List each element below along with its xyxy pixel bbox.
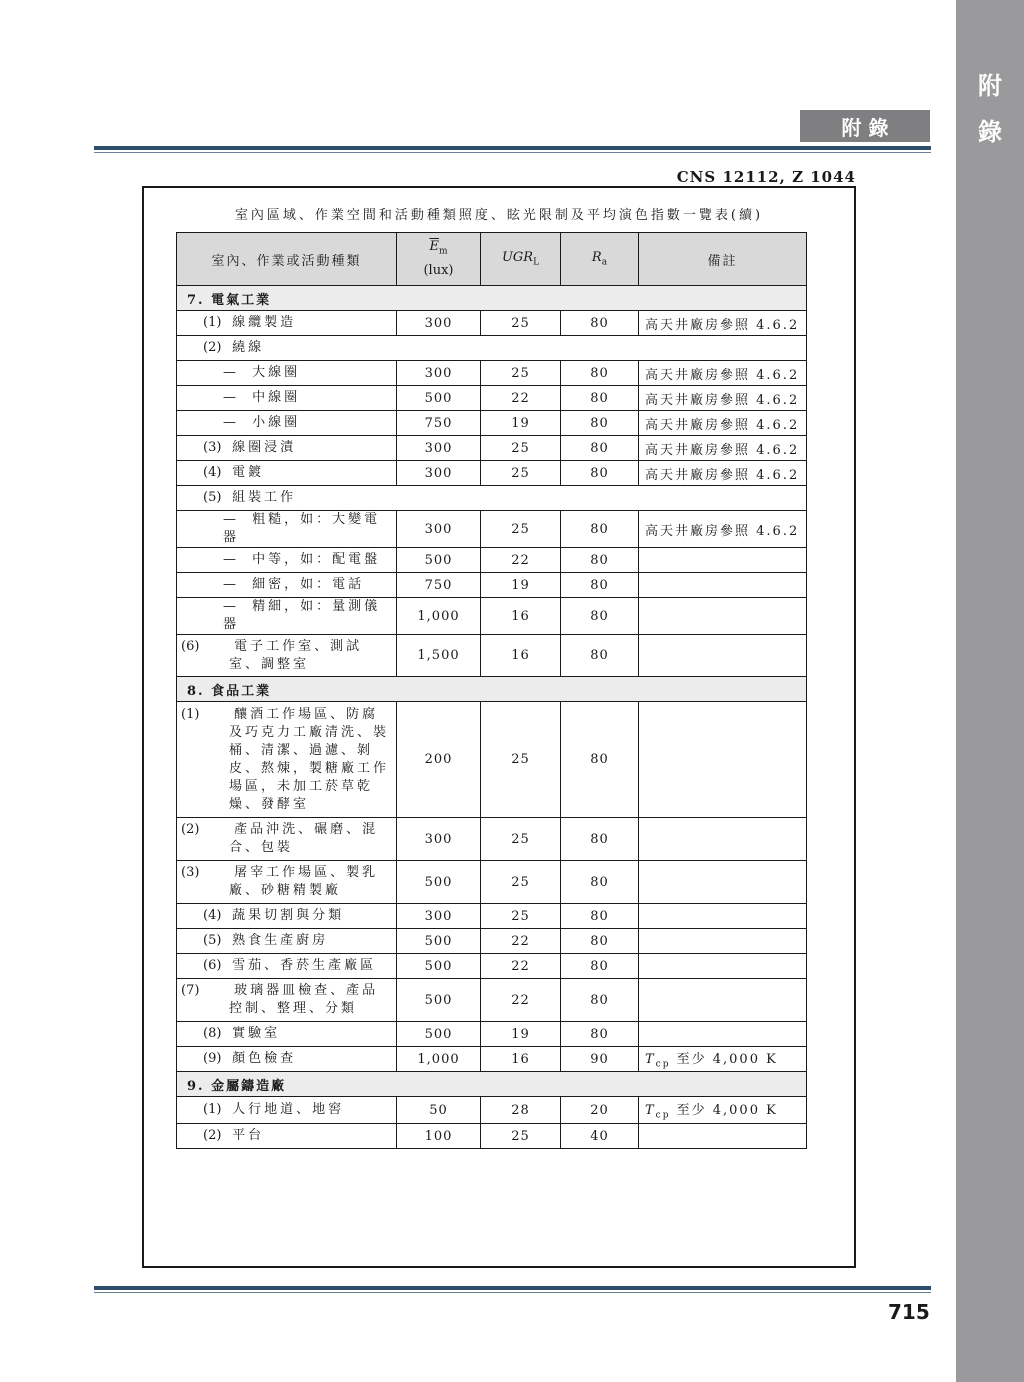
col-ugr: $UGR_L$ <box>481 233 561 286</box>
table-row: (5) 組裝工作 <box>177 486 807 511</box>
table-row: (2) 平台 100 25 40 <box>177 1124 807 1149</box>
side-tab-char-1: 附 <box>978 72 1002 100</box>
table-row: — 中線圈 500 22 80 高天井廠房參照 4.6.2 <box>177 386 807 411</box>
table-row: — 小線圈 750 19 80 高天井廠房參照 4.6.2 <box>177 411 807 436</box>
table-row: (4) 電鍍 300 25 80 高天井廠房參照 4.6.2 <box>177 461 807 486</box>
table-header-row <box>177 233 807 286</box>
table-row: (6) 電子工作室、測試室、調整室 1,500 16 80 <box>177 635 807 677</box>
appendix-header-label: 附 錄 <box>800 110 930 142</box>
table-row: (1) 人行地道、地窖 50 28 20 $T_{cp}$ 至少 4,000 K <box>177 1097 807 1124</box>
col-activity: 室內、作業或活動種類 <box>177 233 397 286</box>
table-row: (1) 釀酒工作場區、防腐及巧克力工廠清洗、裝桶、清潔、過濾、剝皮、熬煉，製糖廠工作場區，未加工菸草乾燥、發酵室 200 25 80 <box>177 702 807 818</box>
table-row: (4) 蔬果切割與分類 300 25 80 <box>177 904 807 929</box>
col-em: $\overline{E}_m$ (lux) <box>397 233 481 286</box>
section-heading: 8. 食品工業 <box>177 677 807 702</box>
side-tab-char-2: 錄 <box>978 118 1002 146</box>
header-rule <box>94 146 931 153</box>
appendix-side-tab <box>956 0 1024 1382</box>
section-heading: 9. 金屬鑄造廠 <box>177 1072 807 1097</box>
standard-code: CNS 12112, Z 1044 <box>676 168 856 186</box>
footer-rule <box>94 1286 931 1293</box>
table-row: (2) 繞線 <box>177 336 807 361</box>
table-row: — 大線圈 300 25 80 高天井廠房參照 4.6.2 <box>177 361 807 386</box>
table-row: (2) 產品沖洗、碾磨、混合、包裝 300 25 80 <box>177 818 807 861</box>
table-row: — 中等，如：配電盤 500 22 80 <box>177 548 807 573</box>
table-row: — 精細，如：量測儀器 1,000 16 80 <box>177 598 807 635</box>
col-ra: $R_a$ <box>561 233 639 286</box>
illuminance-table <box>176 232 807 1149</box>
col-remarks: 備註 <box>639 233 807 286</box>
table-row: (8) 實驗室 500 19 80 <box>177 1022 807 1047</box>
table-title: 室內區域、作業空間和活動種類照度、眩光限制及平均演色指數一覽表(續) <box>234 208 764 223</box>
section-heading: 7. 電氣工業 <box>177 286 807 311</box>
table-row: — 細密，如：電話 750 19 80 <box>177 573 807 598</box>
table-row: (3) 屠宰工作場區、製乳廠、砂糖精製廠 500 25 80 <box>177 861 807 904</box>
table-row: (9) 顏色檢查 1,000 16 90 $T_{cp}$ 至少 4,000 K <box>177 1047 807 1072</box>
table-row: (3) 線圈浸漬 300 25 80 高天井廠房參照 4.6.2 <box>177 436 807 461</box>
table-row: (7) 玻璃器皿檢查、產品控制、整理、分類 500 22 80 <box>177 979 807 1022</box>
table-row: (5) 熟食生產廚房 500 22 80 <box>177 929 807 954</box>
page-number: 715 <box>888 1300 930 1324</box>
table-row: (6) 雪茄、香菸生產廠區 500 22 80 <box>177 954 807 979</box>
table-row: (1) 線纜製造 300 25 80 高天井廠房參照 4.6.2 <box>177 311 807 336</box>
table-row: — 粗糙，如：大變電器 300 25 80 高天井廠房參照 4.6.2 <box>177 511 807 548</box>
